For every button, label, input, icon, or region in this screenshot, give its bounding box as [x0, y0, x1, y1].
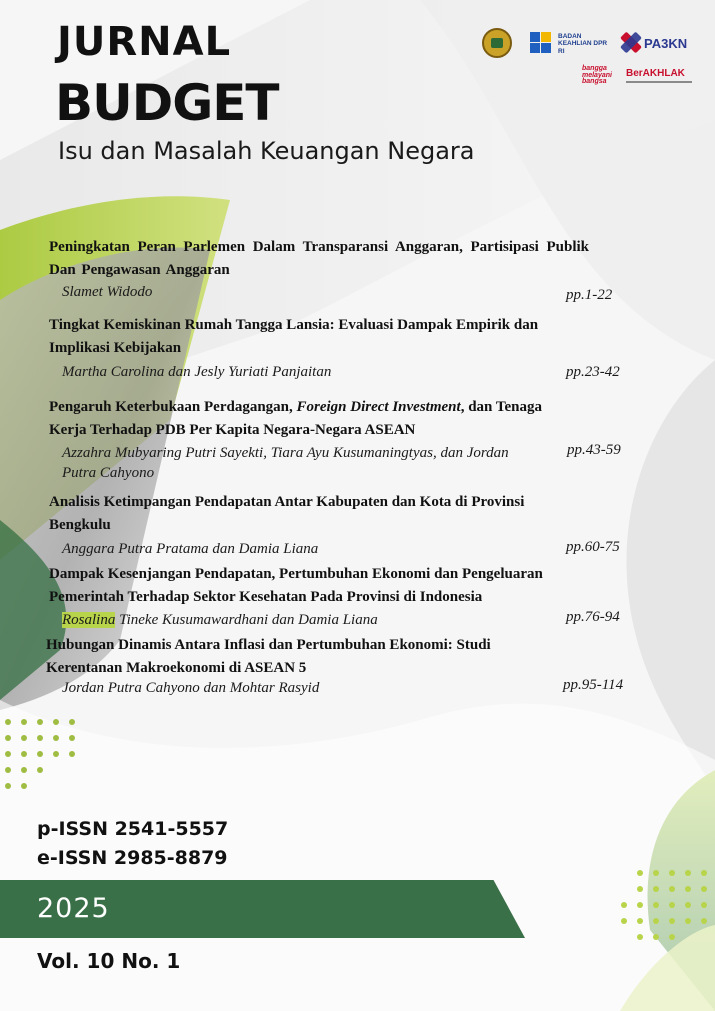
- article-authors: Slamet Widodo: [62, 284, 153, 300]
- article-pages: pp.60-75: [566, 539, 620, 555]
- article-authors: Azzahra Mubyaring Putri Sayekti, Tiara Ayu Kusumaningtyas, dan Jordan Putra Cahyono: [62, 445, 509, 481]
- author-highlighted: Rosalina: [62, 612, 116, 628]
- article-authors: Martha Carolina dan Jesly Yuriati Panjaitan: [62, 364, 332, 380]
- volume-number: Vol. 10 No. 1: [37, 949, 181, 973]
- article-authors: [62, 610, 378, 630]
- journal-name-line2: BUDGET: [55, 74, 279, 132]
- article-title: Peningkatan Peran Parlemen Dalam Transparansi Anggaran, Partisipasi Publik Dan Pengawasan Anggaran: [49, 239, 589, 278]
- article-pages: pp.95-114: [563, 677, 624, 693]
- article-authors: Anggara Putra Pratama dan Damia Liana: [62, 541, 319, 557]
- berakhlak-label: BerAKHLAK: [626, 68, 685, 79]
- journal-subtitle: Isu dan Masalah Keuangan Negara: [58, 137, 475, 165]
- article-title: Analisis Ketimpangan Pendapatan Antar Kabupaten dan Kota di Provinsi Bengkulu: [49, 494, 525, 533]
- article-title-part: , dan Tenaga Kerja Terhadap PDB Per Kapita Negara-Negara ASEAN: [49, 399, 542, 438]
- badan-keahlian-label: BADAN KEAHLIAN DPR RI: [558, 33, 608, 55]
- article-title-italic: Foreign Direct Investment: [296, 399, 461, 415]
- article-pages: pp.23-42: [566, 364, 620, 380]
- article-pages: pp.43-59: [567, 442, 621, 458]
- article-title: Tingkat Kemiskinan Rumah Tangga Lansia: Evaluasi Dampak Empirik dan Implikasi Kebijakan: [49, 317, 539, 356]
- bangga-melayani-bangsa-logo: bangga melayani bangsa: [582, 65, 612, 86]
- electronic-issn: e-ISSN 2985-8879: [37, 847, 228, 869]
- article-title: Dampak Kesenjangan Pendapatan, Pertumbuhan Ekonomi dan Pengeluaran Pemerintah Terhadap Sektor Kesehatan Pada Provinsi di Indonesia: [49, 566, 543, 605]
- article-title-part: Pengaruh Keterbukaan Perdagangan,: [49, 399, 297, 415]
- article-title: [49, 396, 579, 441]
- pa3kn-label: PA3KN: [644, 36, 688, 51]
- author-rest: Tineke Kusumawardhani dan Damia Liana: [115, 612, 378, 628]
- article-title: Hubungan Dinamis Antara Inflasi dan Pertumbuhan Ekonomi: Studi Kerentanan Makroekonomi di ASEAN 5: [46, 637, 491, 676]
- article-pages: pp.1-22: [566, 287, 613, 303]
- print-issn: p-ISSN 2541-5557: [37, 818, 229, 840]
- article-authors: Jordan Putra Cahyono dan Mohtar Rasyid: [62, 680, 320, 696]
- publication-year: 2025: [37, 893, 110, 924]
- article-pages: pp.76-94: [566, 609, 620, 625]
- journal-name-line1: JURNAL: [57, 19, 232, 65]
